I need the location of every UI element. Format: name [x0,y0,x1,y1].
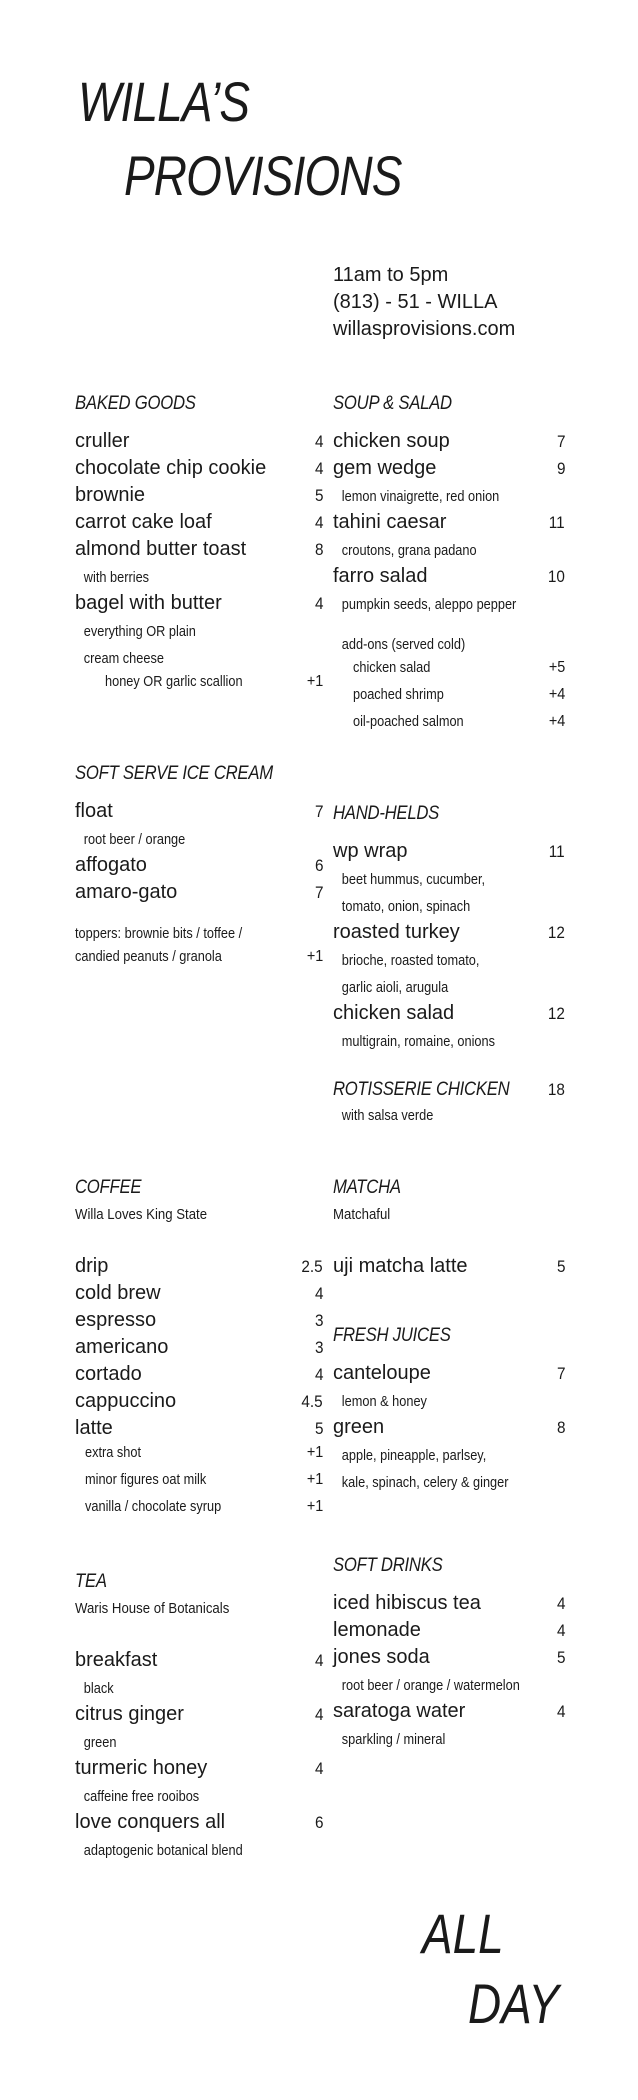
menu-item: jones soda 5 [333,1646,565,1668]
item-detail: tomato, onion, spinach [341,899,471,915]
menu-item: espresso 3 [75,1309,323,1331]
menu-item: brownie 5 [75,484,323,506]
item-detail: sparkling / mineral [341,1732,446,1748]
menu-item: latte 5 [75,1417,323,1439]
addon-item: oil-poached salmon +4 [353,713,565,730]
section-heading: MATCHA [333,1177,401,1198]
menu-item: iced hibiscus tea 4 [333,1592,565,1614]
section-source: Waris House of Botanicals [75,1600,230,1617]
menu-item: chicken soup 7 [333,430,565,452]
item-detail: kale, spinach, celery & ginger [341,1475,509,1491]
item-detail: root beer / orange / watermelon [341,1678,520,1694]
menu-item: wp wrap 11 [333,840,565,862]
tagline-line-1: ALL [422,1902,504,1965]
section-handhelds [333,800,565,1056]
menu-item: carrot cake loaf 4 [75,511,323,533]
menu-item: gem wedge 9 [333,457,565,479]
item-detail: lemon & honey [341,1394,427,1410]
section-heading: COFFEE [75,1177,142,1198]
section-heading: BAKED GOODS [75,393,196,414]
item-detail: with berries [83,570,150,586]
menu-item: float 7 [75,800,323,822]
section-heading: SOFT SERVE ICE CREAM [75,763,273,784]
toppers-line: candied peanuts / granola +1 [75,948,323,965]
item-detail: everything OR plain [83,624,196,640]
section-soft-serve [75,760,323,975]
menu-item: canteloupe 7 [333,1362,565,1384]
menu-item: citrus ginger 4 [75,1703,323,1725]
section-matcha [333,1174,565,1282]
coffee-extra: extra shot +1 [85,1444,323,1461]
toppers-line: toppers: brownie bits / toffee / [75,926,243,942]
menu-item: uji matcha latte 5 [333,1255,565,1277]
item-detail: pumpkin seeds, aleppo pepper [341,597,517,613]
menu-item: cortado 4 [75,1363,323,1385]
menu-item: love conquers all 6 [75,1811,323,1833]
menu-item: farro salad 10 [333,565,565,587]
menu-item: cold brew 4 [75,1282,323,1304]
section-baked-goods [75,390,323,700]
item-detail: caffeine free rooibos [83,1789,200,1805]
menu-item: tahini caesar 11 [333,511,565,533]
contact-info [333,262,515,343]
menu-item: cruller 4 [75,430,323,452]
menu-item: roasted turkey 12 [333,921,565,943]
section-soup-salad [333,390,565,740]
section-heading: SOUP & SALAD [333,393,452,414]
section-rotisserie [333,1076,565,1130]
item-detail: adaptogenic botanical blend [83,1843,243,1859]
item-detail: garlic aioli, arugula [341,980,449,996]
tagline-line-2: DAY [468,1972,560,2035]
item-detail: brioche, roasted tomato, [341,953,480,969]
menu-item: breakfast 4 [75,1649,323,1671]
section-coffee [75,1174,323,1525]
website: willasprovisions.com [333,318,516,340]
item-detail: beet hummus, cucumber, [341,872,486,888]
section-source: Matchaful [333,1206,391,1223]
addon-item: poached shrimp +4 [353,686,565,703]
menu-item: amaro-gato 7 [75,881,323,903]
section-tea [75,1568,323,1865]
section-soft-drinks [333,1552,565,1754]
section-heading: FRESH JUICES [333,1325,451,1346]
addon-item: chicken salad +5 [353,659,565,676]
item-detail: cream cheese [83,651,164,667]
menu-item: green 8 [333,1416,565,1438]
section-heading: ROTISSERIE CHICKEN [333,1079,510,1100]
item-detail: croutons, grana padano [341,543,477,559]
item-detail: with salsa verde [341,1108,434,1124]
brand-line-1: WILLA’S [78,70,250,133]
menu-item: saratoga water 4 [333,1700,565,1722]
item-detail: black [83,1681,114,1697]
section-heading: HAND-HELDS [333,803,440,824]
menu-item: chicken salad 12 [333,1002,565,1024]
item-detail: apple, pineapple, parlsey, [341,1448,487,1464]
section-fresh-juices [333,1322,565,1497]
hours: 11am to 5pm [333,264,449,286]
item-option: honey OR garlic scallion +1 [105,673,323,690]
menu-item: cappuccino 4.5 [75,1390,323,1412]
addons-label: add-ons (served cold) [341,637,466,653]
menu-item: affogato 6 [75,854,323,876]
item-detail: green [83,1735,117,1751]
menu-item: americano 3 [75,1336,323,1358]
section-source: Willa Loves King State [75,1206,208,1223]
coffee-extra: minor figures oat milk +1 [85,1471,323,1488]
coffee-extra: vanilla / chocolate syrup +1 [85,1498,323,1515]
menu-item: chocolate chip cookie 4 [75,457,323,479]
section-heading: SOFT DRINKS [333,1555,443,1576]
menu-item: lemonade 4 [333,1619,565,1641]
item-detail: root beer / orange [83,832,186,848]
item-detail: multigrain, romaine, onions [341,1034,496,1050]
menu-item: ROTISSERIE CHICKEN 18 [333,1076,565,1103]
section-heading: TEA [75,1571,107,1592]
item-detail: lemon vinaigrette, red onion [341,489,500,505]
menu-item: drip 2.5 [75,1255,323,1277]
menu-item: bagel with butter 4 [75,592,323,614]
brand-line-2: PROVISIONS [124,144,402,207]
phone: (813) - 51 - WILLA [333,291,498,313]
menu-item: turmeric honey 4 [75,1757,323,1779]
menu-item: almond butter toast 8 [75,538,323,560]
